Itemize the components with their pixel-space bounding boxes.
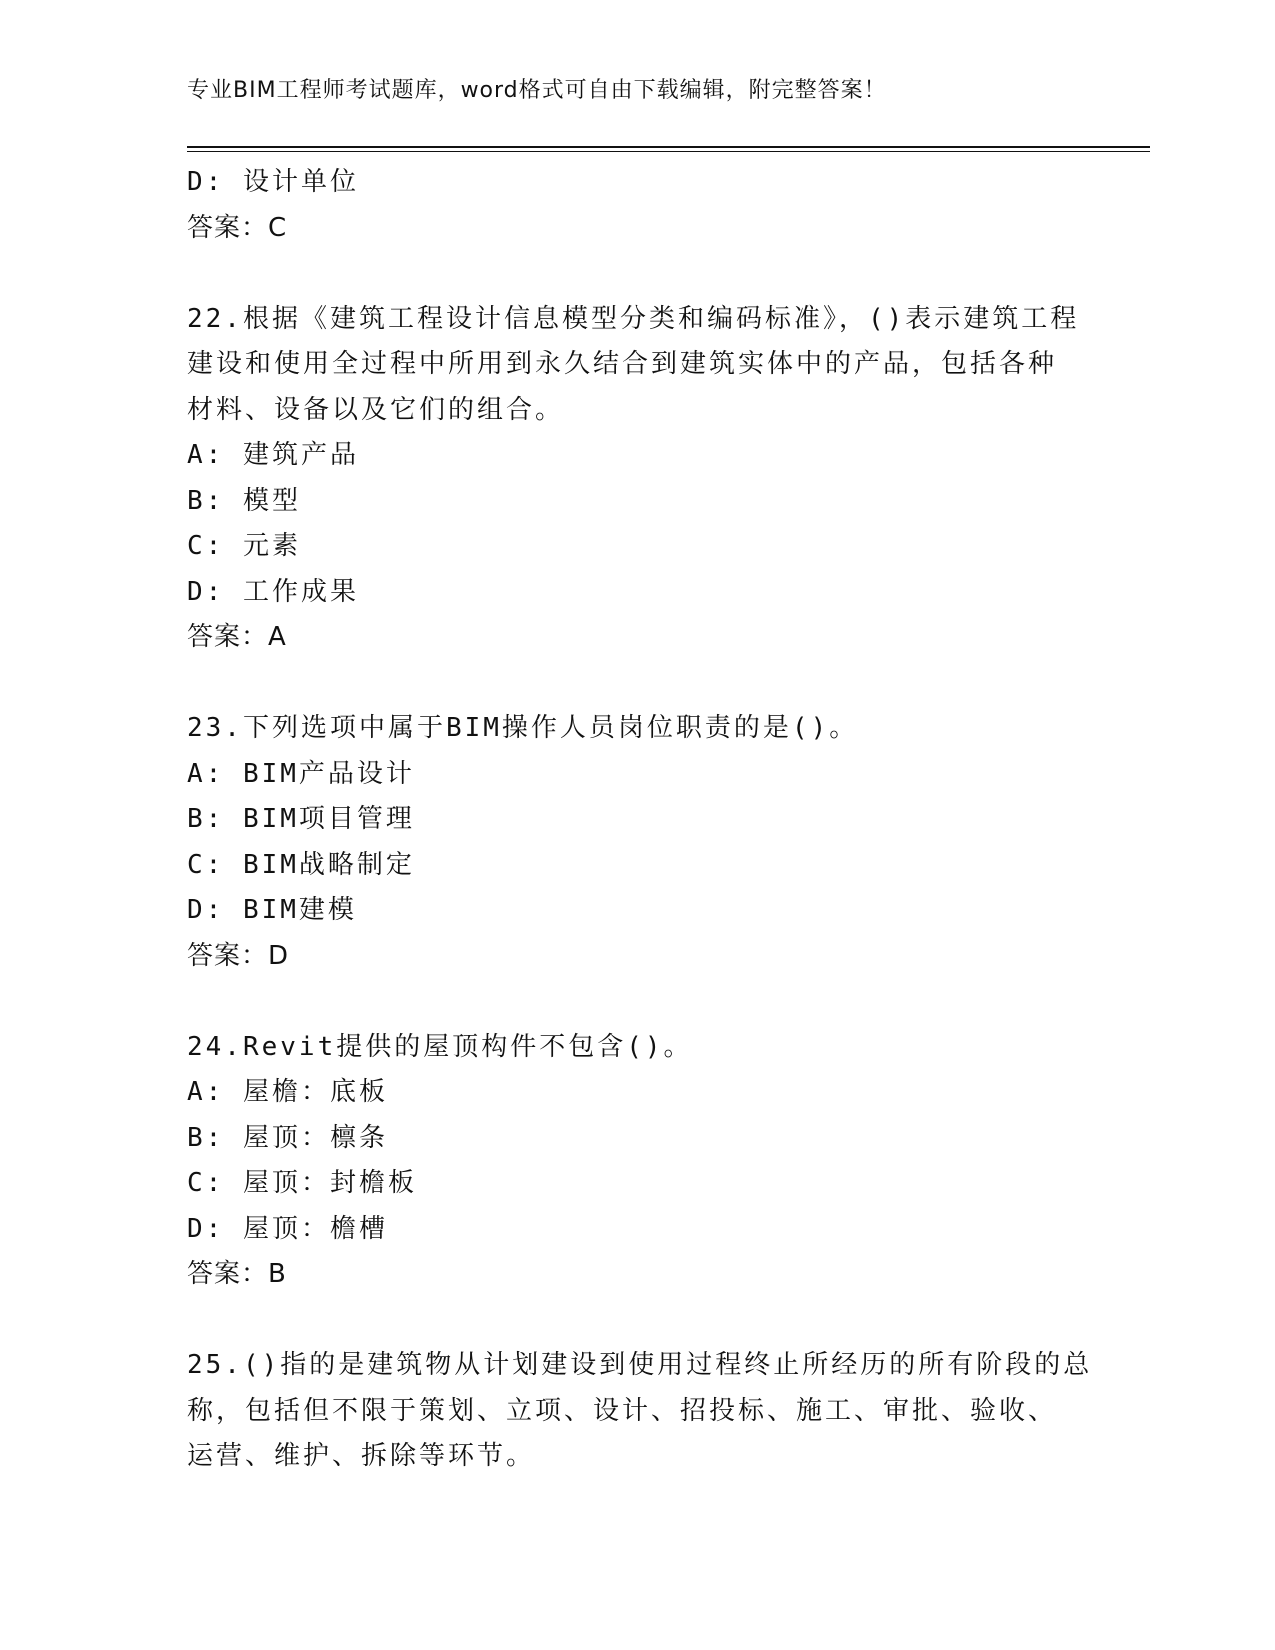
option-c: C: 屋顶：封檐板 — [187, 1168, 417, 1198]
header-rule-thick — [187, 146, 1150, 148]
answer: 答案：C — [187, 212, 288, 243]
option-b: B: 模型 — [187, 485, 301, 516]
option-d: D: 屋顶：檐槽 — [187, 1213, 388, 1244]
option-d: D: BIM建模 — [187, 895, 357, 925]
question-24 — [187, 1025, 1087, 1298]
spacer — [187, 1298, 1087, 1344]
page-header: 专业BIM工程师考试题库，word格式可自由下载编辑，附完整答案！ — [187, 78, 887, 103]
option-b: B: 屋顶：檩条 — [187, 1122, 388, 1153]
answer: 答案：A — [187, 622, 287, 652]
answer: 答案：D — [187, 940, 290, 971]
option-a: A: 建筑产品 — [187, 440, 359, 470]
option-c: C: 元素 — [187, 531, 301, 561]
option-c: C: BIM战略制定 — [187, 849, 415, 880]
question-stem-line: 运营、维护、拆除等环节。 — [187, 1441, 536, 1471]
question-25 — [187, 1343, 1093, 1480]
answer: 答案：B — [187, 1259, 287, 1289]
option-d: D: 设计单位 — [187, 167, 359, 197]
question-list — [187, 160, 1093, 1480]
question-stem-line: 24.Revit提供的屋顶构件不包含()。 — [187, 1031, 693, 1062]
question-stem-line: 25.()指的是建筑物从计划建设到使用过程终止所经历的所有阶段的总 — [187, 1350, 1093, 1380]
question-stem-line: 建设和使用全过程中所用到永久结合到建筑实体中的产品，包括各种 — [187, 349, 1058, 379]
option-a: A: 屋檐：底板 — [187, 1077, 388, 1107]
header-rule-thin — [187, 151, 1150, 152]
question-stem-line: 23.下列选项中属于BIM操作人员岗位职责的是()。 — [187, 713, 859, 743]
spacer — [187, 661, 1087, 707]
option-d: D: 工作成果 — [187, 576, 359, 607]
question-stem-line: 22.根据《建筑工程设计信息模型分类和编码标准》，()表示建筑工程 — [187, 303, 1080, 334]
question-23 — [187, 706, 1087, 979]
question-21-tail — [187, 160, 1087, 251]
question-stem-line: 称，包括但不限于策划、立项、设计、招投标、施工、审批、验收、 — [187, 1395, 1058, 1426]
option-b: B: BIM项目管理 — [187, 804, 415, 834]
question-22 — [187, 297, 1087, 661]
option-a: A: BIM产品设计 — [187, 758, 415, 789]
question-stem-line: 材料、设备以及它们的组合。 — [187, 394, 565, 425]
spacer — [187, 979, 1087, 1025]
spacer — [187, 251, 1087, 297]
